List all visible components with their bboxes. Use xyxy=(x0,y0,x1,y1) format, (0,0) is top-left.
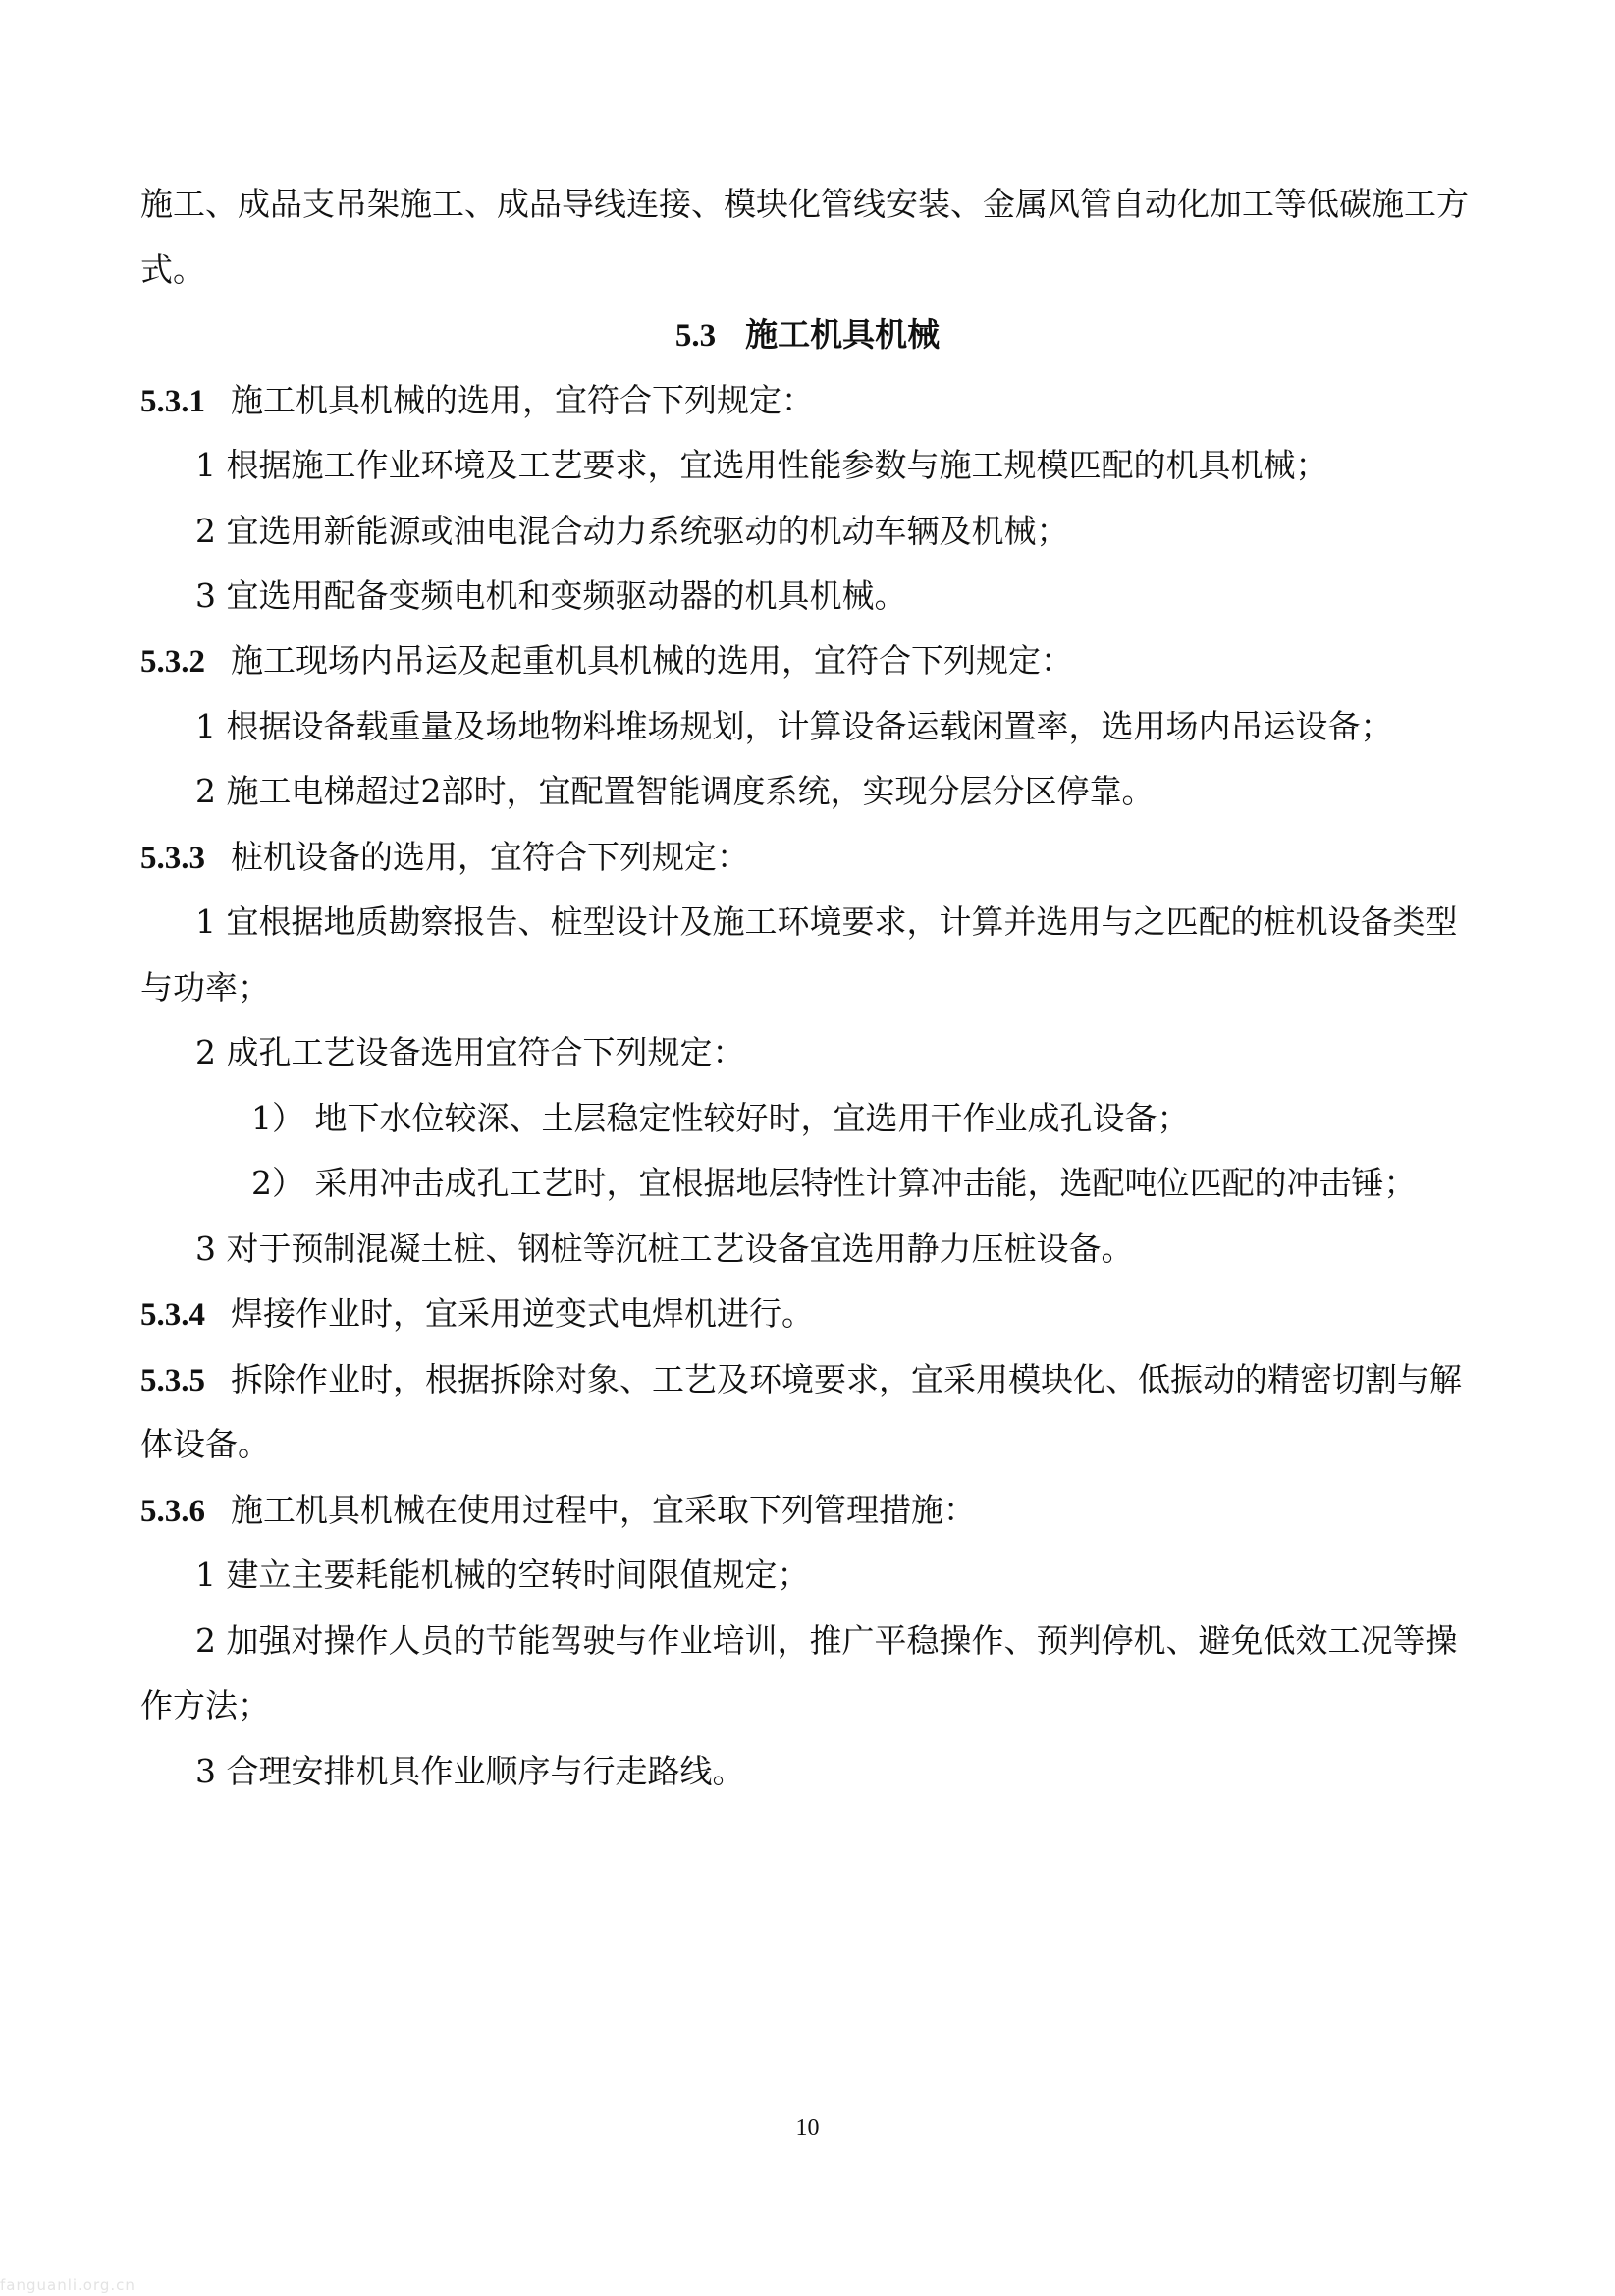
sub-list-item: 2） 采用冲击成孔工艺时，宜根据地层特性计算冲击能，选配吨位匹配的冲击锤； xyxy=(251,1164,1417,1202)
list-item: 1 宜根据地质勘察报告、桩型设计及施工环境要求，计算并选用与之匹配的桩机设备类型 xyxy=(195,902,1458,941)
clause-text: 施工机具机械在使用过程中，宜采取下列管理措施： xyxy=(231,1491,976,1529)
list-item: 2 施工电梯超过2部时，宜配置智能调度系统，实现分层分区停靠。 xyxy=(195,772,1155,810)
body-text-line: 施工、成品支吊架施工、成品导线连接、模块化管线安装、金属风管自动化加工等低碳施工方 xyxy=(140,185,1469,223)
clause xyxy=(140,1489,1485,1533)
clause-text: 焊接作业时，宜采用逆变式电焊机进行。 xyxy=(231,1294,814,1333)
clause-text: 施工机具机械的选用，宜符合下列规定： xyxy=(231,381,814,419)
clause-number: 5.3.6 xyxy=(140,1494,205,1529)
list-item: 2 加强对操作人员的节能驾驶与作业培训，推广平稳操作、预判停机、避免低效工况等操 xyxy=(195,1621,1458,1660)
clause-text: 拆除作业时，根据拆除对象、工艺及环境要求，宜采用模块化、低振动的精密切割与解 xyxy=(231,1360,1462,1398)
body-text-line: 体设备。 xyxy=(140,1425,270,1463)
list-item: 1 根据施工作业环境及工艺要求，宜选用性能参数与施工规模匹配的机具机械； xyxy=(195,446,1328,484)
watermark: fanguanli.org.cn xyxy=(0,2276,135,2294)
list-item: 3 对于预制混凝土桩、钢桩等沉桩工艺设备宜选用静力压桩设备。 xyxy=(195,1230,1134,1268)
page-number: 10 xyxy=(795,2115,820,2141)
clause-text: 桩机设备的选用，宜符合下列规定： xyxy=(231,838,749,876)
list-item: 3 合理安排机具作业顺序与行走路线。 xyxy=(195,1752,745,1790)
clause xyxy=(140,379,1485,423)
clause xyxy=(140,639,1485,683)
clause-number: 5.3.2 xyxy=(140,644,205,680)
list-item: 2 宜选用新能源或油电混合动力系统驱动的机动车辆及机械； xyxy=(195,512,1069,550)
clause-text: 施工现场内吊运及起重机具机械的选用，宜符合下列规定： xyxy=(231,641,1073,680)
section-title: 施工机具机械 xyxy=(745,315,941,354)
clause-number: 5.3.5 xyxy=(140,1363,205,1398)
section-number: 5.3 xyxy=(674,318,717,354)
body-text-line: 与功率； xyxy=(140,968,270,1007)
list-item: 1 根据设备载重量及场地物料堆场规划，计算设备运载闲置率，选用场内吊运设备； xyxy=(195,707,1393,745)
clause-number: 5.3.3 xyxy=(140,841,205,876)
clause xyxy=(140,1292,1485,1337)
list-item: 3 宜选用配备变频电机和变频驱动器的机具机械。 xyxy=(195,576,907,615)
body-text-line: 作方法； xyxy=(140,1686,270,1724)
clause-number: 5.3.4 xyxy=(140,1297,205,1333)
section-heading xyxy=(0,313,1615,357)
list-item: 1 建立主要耗能机械的空转时间限值规定； xyxy=(195,1556,810,1594)
list-item: 2 成孔工艺设备选用宜符合下列规定： xyxy=(195,1033,745,1071)
body-text-line: 式。 xyxy=(140,250,205,289)
clause xyxy=(140,1358,1485,1402)
clause-number: 5.3.1 xyxy=(140,384,205,419)
sub-list-item: 1） 地下水位较深、土层稳定性较好时，宜选用干作业成孔设备； xyxy=(251,1099,1190,1137)
clause xyxy=(140,836,1485,880)
